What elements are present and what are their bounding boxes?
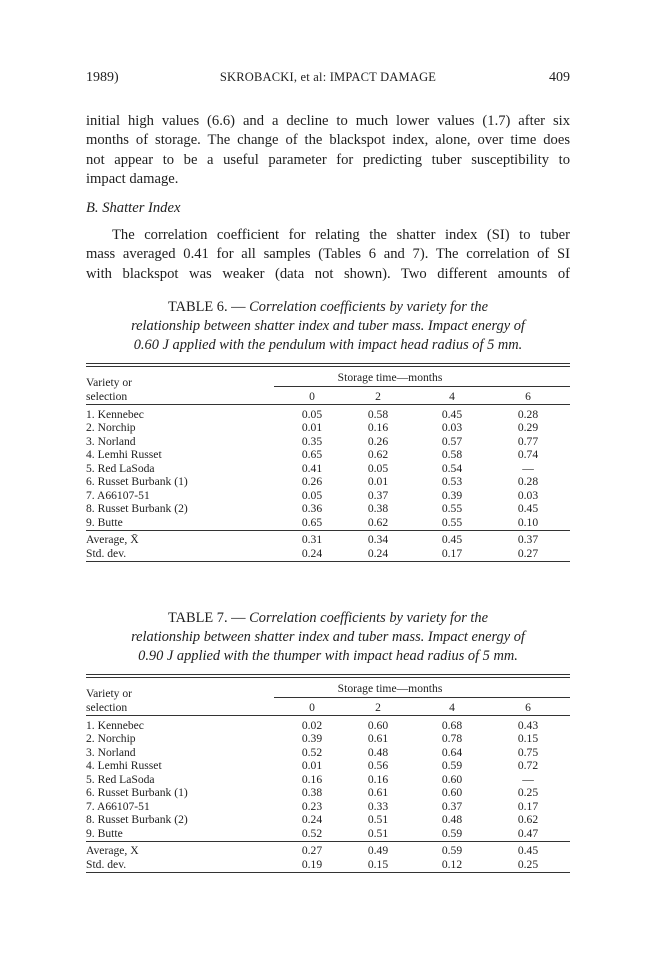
summary-cell-value: 0.37 [517, 533, 539, 547]
table-rule [86, 363, 570, 364]
table-cell-value: 0.48 [367, 745, 389, 759]
text-line: months of storage. The change of the blackspot index, alone, over time does [86, 132, 570, 149]
column-header-month: 6 [525, 390, 531, 403]
caption-text: 0.60 J applied with the pendulum with impact head radius of 5 mm. [133, 337, 523, 353]
table-row-label: 8. Russet Burbank (2) [86, 502, 188, 516]
table-cell-value: 0.64 [441, 745, 463, 759]
table-cell-value: 0.55 [441, 502, 463, 516]
table-cell-value: 0.58 [367, 408, 389, 421]
summary-cell-value: 0.31 [301, 533, 323, 547]
table-row-label: 8. Russet Burbank (2) [86, 813, 188, 827]
table-cell-value: 0.53 [441, 475, 463, 489]
table-cell-value: 0.38 [367, 502, 389, 516]
column-header-month: 4 [449, 701, 455, 714]
caption-text: relationship between shatter index and tuber mass. Impact energy of [131, 629, 525, 645]
text-line: with blackspot was weaker (data not shown). Two different amounts of [86, 265, 570, 282]
table-cell-value: 0.28 [517, 408, 539, 421]
table-cell-value: 0.16 [367, 772, 389, 786]
table-cell-value: 0.51 [367, 826, 389, 840]
table-cell-value: 0.65 [301, 515, 323, 529]
summary-cell-value: 0.49 [367, 844, 389, 858]
table-cell-value: 0.57 [441, 434, 463, 448]
caption-line [86, 628, 570, 647]
table-cell-value: 0.24 [301, 813, 323, 827]
table-row-label: 4. Lemhi Russet [86, 759, 162, 773]
table-7 [86, 674, 570, 890]
summary-cell-value: 0.25 [517, 857, 539, 871]
column-header-selection: selection [86, 390, 128, 403]
column-header-month: 2 [375, 390, 381, 403]
table-cell-value: 0.35 [301, 434, 323, 448]
table-cell-value: 0.60 [441, 786, 463, 800]
table-cell-value: 0.45 [517, 502, 539, 516]
caption-text: Correlation coefficients by variety for the [245, 610, 489, 626]
table-cell-value: 0.54 [441, 461, 463, 475]
table-cell-value: 0.65 [301, 448, 323, 462]
column-group-header-storage: Storage time—months [337, 371, 443, 384]
column-header-month: 4 [449, 390, 455, 403]
table-cell-value: 0.05 [367, 461, 389, 475]
summary-cell-value: 0.45 [441, 533, 463, 547]
table-cell-value: 0.17 [517, 799, 539, 813]
table-cell-value: 0.05 [301, 408, 323, 421]
column-header-variety: Variety or [86, 687, 133, 700]
table-rule [274, 386, 570, 387]
text-line: mass averaged 0.41 for all samples (Tables 6 and 7). The correlation of SI [86, 246, 570, 263]
summary-cell-value: 0.15 [367, 857, 389, 871]
table-cell-value: 0.59 [441, 826, 463, 840]
table-cell-value: 0.68 [441, 719, 463, 732]
table-cell-value: 0.03 [517, 488, 539, 502]
header-running-title [86, 70, 570, 85]
table-cell-value: 0.16 [367, 421, 389, 435]
table-row-label: 7. A66107-51 [86, 488, 150, 502]
table-cell-value: 0.60 [367, 719, 389, 732]
table-cell-value: 0.02 [301, 719, 323, 732]
table-cell-value: 0.37 [441, 799, 463, 813]
table-cell-value: 0.29 [517, 421, 539, 435]
table-cell-value: — [522, 772, 534, 786]
table-cell-value: 0.78 [441, 732, 463, 746]
table-cell-value: 0.38 [301, 786, 323, 800]
table-cell-value: 0.55 [441, 515, 463, 529]
table-rule [86, 872, 570, 873]
table-rule [274, 697, 570, 698]
table-cell-value: 0.43 [517, 719, 539, 732]
table-rule [86, 715, 570, 716]
table-cell-value: 0.75 [517, 745, 539, 759]
column-header-selection: selection [86, 701, 128, 714]
table-row-label: 3. Norland [86, 434, 136, 448]
table-cell-value: 0.74 [517, 448, 539, 462]
caption-line [86, 647, 570, 666]
table-cell-value: 0.01 [301, 759, 323, 773]
text-line: initial high values (6.6) and a decline to much lower values (1.7) after six [86, 113, 570, 129]
table-cell-value: 0.52 [301, 745, 323, 759]
table-row-label: 7. A66107-51 [86, 799, 150, 813]
table-cell-value: 0.56 [367, 759, 389, 773]
table-cell-value: 0.01 [367, 475, 389, 489]
column-header-month: 0 [309, 390, 315, 403]
summary-cell-value: 0.12 [441, 857, 463, 871]
table-cell-value: 0.39 [301, 732, 323, 746]
header-page-number: 409 [549, 70, 570, 85]
table-row-label: 2. Norchip [86, 732, 136, 746]
caption-line [86, 609, 570, 628]
text-line: not appear to be a useful parameter for predicting tuber susceptibility to [86, 151, 570, 168]
table-rule [86, 841, 570, 842]
table-cell-value: 0.61 [367, 786, 389, 800]
table-rule [86, 674, 570, 675]
table-cell-value: 0.39 [441, 488, 463, 502]
table-cell-value: 0.48 [441, 813, 463, 827]
table-cell-value: 0.47 [517, 826, 539, 840]
text-line: The correlation coefficient for relating the shatter index (SI) to tuber [112, 227, 570, 243]
table-rule [86, 677, 570, 678]
table-row-label: 9. Butte [86, 826, 123, 840]
text-line: impact damage. [86, 170, 179, 187]
summary-cell-value: 0.45 [517, 844, 539, 858]
table-row-label: 6. Russet Burbank (1) [86, 786, 188, 800]
column-header-month: 2 [375, 701, 381, 714]
table-cell-value: 0.26 [367, 434, 389, 448]
table-cell-value: 0.37 [367, 488, 389, 502]
caption-text: 0.90 J applied with the thumper with impact head radius of 5 mm. [138, 648, 518, 664]
summary-cell-value: 0.24 [367, 546, 389, 560]
table-rule [86, 366, 570, 367]
caption-text: Correlation coefficients by variety for the [245, 299, 489, 315]
table-cell-value: 0.41 [301, 461, 323, 475]
table-6-caption [86, 298, 570, 355]
table-cell-value: 0.60 [441, 772, 463, 786]
table-cell-value: 0.58 [441, 448, 463, 462]
table-cell-value: 0.01 [301, 421, 323, 435]
table-row-label: 1. Kennebec [86, 719, 144, 732]
table-row-label: 3. Norland [86, 745, 136, 759]
header-title-text: SKROBACKI, et al: IMPACT DAMAGE [219, 70, 437, 84]
table-row-label: 5. Red LaSoda [86, 461, 155, 475]
table-cell-value: 0.62 [367, 448, 389, 462]
column-group-header-storage: Storage time—months [337, 682, 443, 695]
paragraph-2 [86, 226, 570, 284]
summary-cell-value: 0.59 [441, 844, 463, 858]
column-header-month: 6 [525, 701, 531, 714]
table-cell-value: 0.62 [517, 813, 539, 827]
column-header-month: 0 [309, 701, 315, 714]
table-row-label: 6. Russet Burbank (1) [86, 475, 188, 489]
table-cell-value: 0.45 [441, 408, 463, 421]
table-cell-value: 0.36 [301, 502, 323, 516]
table-6 [86, 363, 570, 579]
table-row-label: 4. Lemhi Russet [86, 448, 162, 462]
table-cell-value: 0.25 [517, 786, 539, 800]
table-row-label: 1. Kennebec [86, 408, 144, 421]
table-cell-value: 0.61 [367, 732, 389, 746]
table-7-caption [86, 609, 570, 666]
table-cell-value: 0.33 [367, 799, 389, 813]
summary-row-label: Std. dev. [86, 857, 127, 871]
table-cell-value: 0.03 [441, 421, 463, 435]
table-row-label: 2. Norchip [86, 421, 136, 435]
table-cell-value: 0.10 [517, 515, 539, 529]
summary-cell-value: 0.19 [301, 857, 323, 871]
table-row-label: 5. Red LaSoda [86, 772, 155, 786]
caption-line [86, 317, 570, 336]
caption-line [86, 336, 570, 355]
caption-line [86, 298, 570, 317]
summary-cell-value: 0.27 [517, 546, 539, 560]
table-cell-value: 0.23 [301, 799, 323, 813]
summary-row-label: Average, X [86, 844, 139, 858]
table-cell-value: 0.05 [301, 488, 323, 502]
summary-cell-value: 0.24 [301, 546, 323, 560]
table-cell-value: 0.62 [367, 515, 389, 529]
caption-label: TABLE 7. — [167, 610, 246, 626]
table-cell-value: 0.72 [517, 759, 539, 773]
paragraph-1 [86, 112, 570, 189]
table-cell-value: 0.28 [517, 475, 539, 489]
table-cell-value: 0.26 [301, 475, 323, 489]
table-cell-value: — [522, 461, 534, 475]
section-heading: B. Shatter Index [86, 200, 181, 216]
caption-text: relationship between shatter index and tuber mass. Impact energy of [131, 318, 525, 334]
summary-row-label: Average, X̄ [86, 533, 139, 547]
table-cell-value: 0.59 [441, 759, 463, 773]
summary-row-label: Std. dev. [86, 546, 127, 560]
summary-cell-value: 0.34 [367, 533, 389, 547]
table-row-label: 9. Butte [86, 515, 123, 529]
summary-cell-value: 0.27 [301, 844, 323, 858]
table-cell-value: 0.15 [517, 732, 539, 746]
column-header-variety: Variety or [86, 376, 133, 389]
header-year: 1989) [86, 70, 119, 85]
table-cell-value: 0.52 [301, 826, 323, 840]
table-rule [86, 404, 570, 405]
summary-cell-value: 0.17 [441, 546, 463, 560]
table-rule [86, 530, 570, 531]
table-cell-value: 0.77 [517, 434, 539, 448]
table-cell-value: 0.16 [301, 772, 323, 786]
caption-label: TABLE 6. — [167, 299, 246, 315]
table-rule [86, 561, 570, 562]
table-cell-value: 0.51 [367, 813, 389, 827]
